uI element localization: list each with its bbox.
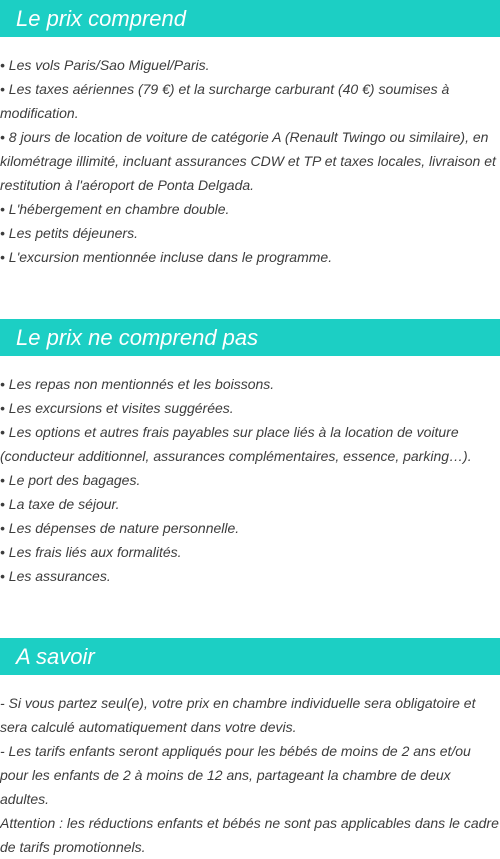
list-item: • Les taxes aériennes (79 €) et la surcharge carburant (40 €) soumises à modification. [0, 81, 450, 121]
list-item: • Les assurances. [0, 568, 111, 584]
list-item: • Les dépenses de nature personnelle. [0, 520, 240, 536]
list-item: • L'hébergement en chambre double. [0, 201, 230, 217]
list-item: - Si vous partez seul(e), votre prix en chambre individuelle sera obligatoire et sera calculé automatiquement dans votre devis. [0, 695, 476, 735]
section-title-prix-ne-comprend-pas: Le prix ne comprend pas [0, 319, 500, 356]
list-item: • Les repas non mentionnés et les boissons. [0, 376, 275, 392]
excluded-list [0, 372, 500, 588]
list-item: • 8 jours de location de voiture de catégorie A (Renault Twingo ou similaire), en kilométrage illimité, incluant assurances CDW et TP et taxes locales, livraison et restitution à l'aéroport de Ponta Delgada. [0, 129, 496, 193]
list-item: • Les petits déjeuners. [0, 225, 138, 241]
list-item: • Les options et autres frais payables sur place liés à la location de voiture (conducteur additionnel, assurances complémentaires, essence, parking…). [0, 424, 472, 464]
list-item: • Le port des bagages. [0, 472, 141, 488]
list-item: • Les excursions et visites suggérées. [0, 400, 234, 416]
list-item: Attention : les réductions enfants et bébés ne sont pas applicables dans le cadre de tarifs promotionnels. [0, 815, 499, 855]
list-item: • La taxe de séjour. [0, 496, 120, 512]
section-title-prix-comprend: Le prix comprend [0, 0, 500, 37]
list-item: • L'excursion mentionnée incluse dans le programme. [0, 249, 333, 265]
section-title-a-savoir: A savoir [0, 638, 500, 675]
list-item: - Les tarifs enfants seront appliqués pour les bébés de moins de 2 ans et/ou pour les enfants de 2 à moins de 12 ans, partageant la chambre de deux adultes. [0, 743, 471, 807]
list-item: • Les vols Paris/Sao Miguel/Paris. [0, 57, 210, 73]
list-item: • Les frais liés aux formalités. [0, 544, 182, 560]
included-list [0, 53, 500, 269]
info-list [0, 691, 500, 859]
